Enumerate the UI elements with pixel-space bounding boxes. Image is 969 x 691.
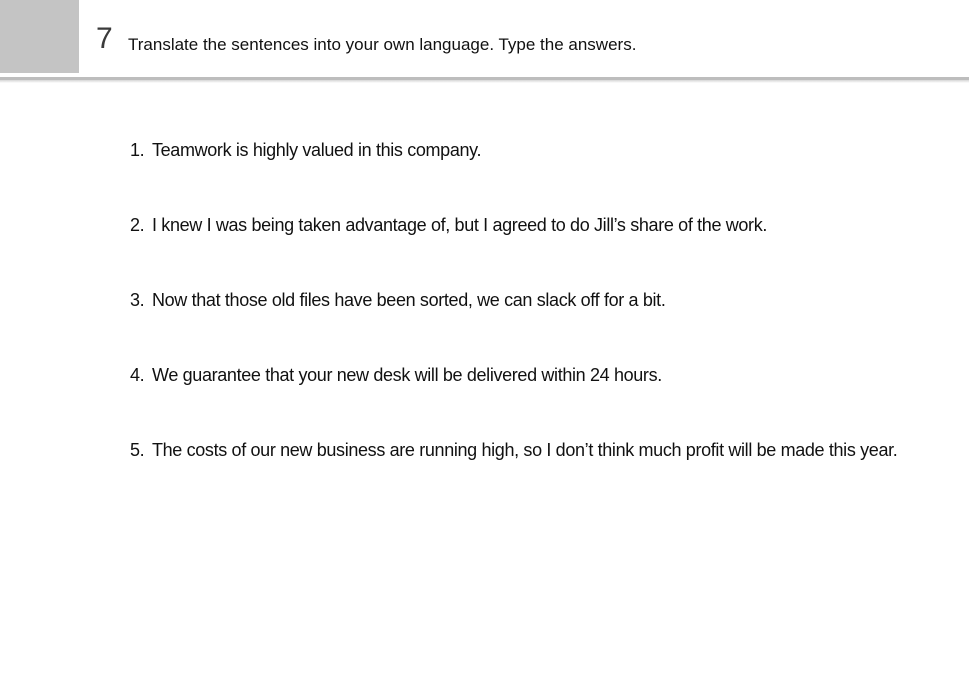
- header-accent-block: [0, 0, 79, 73]
- sentence-item-2: [130, 213, 897, 288]
- sentence-item-3: [130, 288, 897, 363]
- sentence-number: 4.: [130, 365, 145, 385]
- sentence-list: [130, 138, 897, 513]
- sentence-item-5: [130, 438, 897, 513]
- exercise-instruction: Translate the sentences into your own language. Type the answers.: [128, 35, 637, 54]
- exercise-header: [0, 0, 969, 78]
- sentence-number: 1.: [130, 140, 145, 160]
- sentence-number: 5.: [130, 440, 145, 460]
- exercise-number: 7: [96, 22, 113, 55]
- sentence-text: We guarantee that your new desk will be delivered within 24 hours.: [152, 365, 662, 385]
- sentence-number: 2.: [130, 215, 145, 235]
- sentence-number: 3.: [130, 290, 145, 310]
- sentence-text: I knew I was being taken advantage of, but I agreed to do Jill’s share of the work.: [152, 215, 768, 235]
- sentence-item-4: [130, 363, 897, 438]
- header-divider-shadow: [0, 80, 969, 83]
- sentence-text: The costs of our new business are running high, so I don’t think much profit will be made this year.: [152, 440, 898, 460]
- sentence-text: Now that those old files have been sorted, we can slack off for a bit.: [152, 290, 666, 310]
- sentence-text: Teamwork is highly valued in this company.: [152, 140, 482, 160]
- sentence-item-1: [130, 138, 897, 213]
